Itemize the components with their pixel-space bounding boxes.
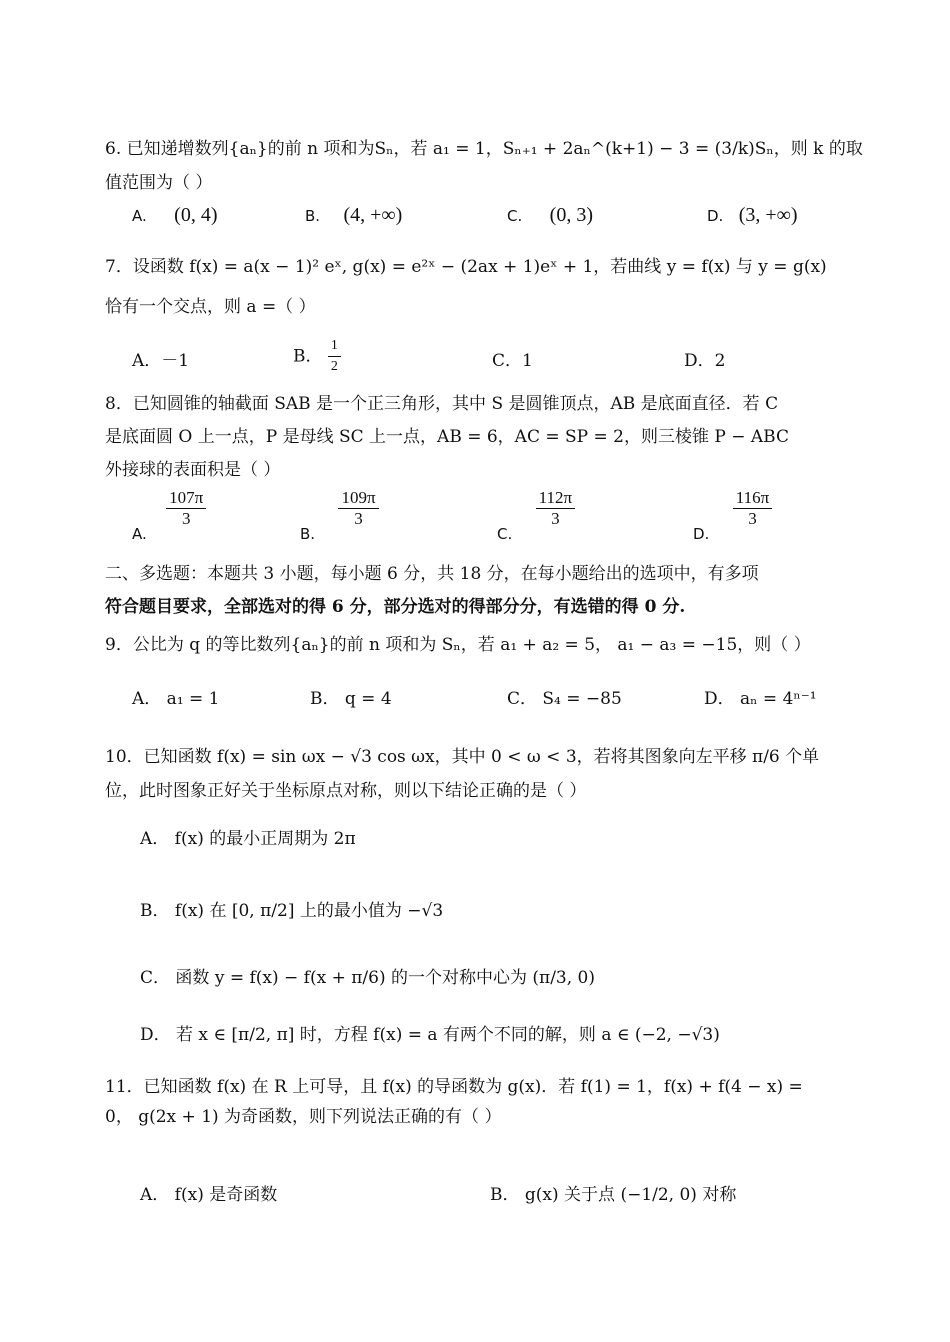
q8-option-b-label: B. xyxy=(300,525,316,543)
q6-option-c-value: (0, 3) xyxy=(549,204,593,226)
q8-option-b xyxy=(300,488,379,545)
q10-option-b: B． f(x) 在 [0, π/2] 上的最小值为 −√3 xyxy=(140,901,444,921)
q8-option-c-denominator: 3 xyxy=(551,509,560,528)
q8-option-a-numerator: 107π xyxy=(166,488,206,509)
q8-option-a-denominator: 3 xyxy=(181,509,191,528)
q8-option-d-numerator: 116π xyxy=(733,488,772,509)
q6-option-d-value: (3, +∞) xyxy=(738,204,798,226)
q8-option-d-label: D. xyxy=(693,525,710,543)
q7-option-d: D．2 xyxy=(684,351,726,371)
q6-option-c-label: C. xyxy=(507,207,523,225)
q9-option-b: B． q = 4 xyxy=(310,689,392,709)
q8-option-c-numerator: 112π xyxy=(536,488,575,509)
q6-line2: 值范围为（ ） xyxy=(105,173,213,193)
q8-option-d-fraction xyxy=(733,488,772,529)
q8-line2: 是底面圆 O 上一点，P 是母线 SC 上一点，AB = 6，AC = SP = 2，则三棱锥 P − ABC xyxy=(105,427,789,447)
q7-line1: 7．设函数 f(x) = a(x − 1)² eˣ, g(x) = e²ˣ − (2ax + 1)eˣ + 1，若曲线 y = f(x) 与 y = g(x) xyxy=(105,257,827,277)
q11-line1: 11．已知函数 f(x) 在 R 上可导，且 f(x) 的导函数为 g(x)．若 f(1) = 1，f(x) + f(4 − x) = xyxy=(105,1077,803,1097)
q8-option-d-denominator: 3 xyxy=(748,509,757,528)
q8-option-b-denominator: 3 xyxy=(354,509,363,528)
q9-option-d: D． aₙ = 4ⁿ⁻¹ xyxy=(704,689,817,709)
q7-line2: 恰有一个交点，则 a =（ ） xyxy=(105,297,316,317)
q7-option-b-label: B． xyxy=(293,346,323,367)
q6-option-d-label: D. xyxy=(707,207,724,225)
section2-line2: 符合题目要求，全部选对的得 6 分，部分选对的得部分分，有选错的得 0 分. xyxy=(105,597,686,617)
q6-line1: 6. 已知递增数列{aₙ}的前 n 项和为Sₙ，若 a₁ = 1，Sₙ₊₁ + 2aₙ^(k+1) − 3 = (3/k)Sₙ，则 k 的取 xyxy=(105,139,863,159)
q9-option-a: A． a₁ = 1 xyxy=(132,689,220,709)
q8-line3: 外接球的表面积是（ ） xyxy=(105,460,281,480)
q6-option-a xyxy=(132,204,218,227)
q11-line2: 0， g(2x + 1) 为奇函数，则下列说法正确的有（ ） xyxy=(105,1107,502,1127)
q10-option-a: A． f(x) 的最小正周期为 2π xyxy=(140,829,356,849)
q8-option-b-fraction xyxy=(338,488,378,529)
q10-option-c: C． 函数 y = f(x) − f(x + π/6) 的一个对称中心为 (π/3, 0) xyxy=(140,968,595,988)
q9-option-c: C． S₄ = −85 xyxy=(507,689,622,709)
q8-option-c-fraction xyxy=(536,488,575,529)
q7-option-a: A．－1 xyxy=(132,351,190,371)
q10-line1: 10．已知函数 f(x) = sin ωx − √3 cos ωx，其中 0 < ω < 3，若将其图象向左平移 π/6 个单 xyxy=(105,747,820,767)
section2-line1: 二、多选题：本题共 3 小题，每小题 6 分，共 18 分，在每小题给出的选项中，有多项 xyxy=(105,564,759,584)
q7-option-b-fraction xyxy=(328,336,341,377)
q6-option-c xyxy=(507,204,593,227)
q8-option-a-fraction xyxy=(166,488,206,529)
q11-option-a: A． f(x) 是奇函数 xyxy=(140,1185,278,1205)
q6-option-a-label: A. xyxy=(132,207,147,225)
q8-option-c-label: C. xyxy=(497,525,513,543)
q6-option-b-value: (4, +∞) xyxy=(343,204,403,226)
q7-option-b xyxy=(293,336,341,377)
q7-option-b-denominator: 2 xyxy=(330,359,338,374)
q7-option-b-numerator: 1 xyxy=(328,336,341,357)
q8-option-c xyxy=(497,488,575,545)
q8-option-d xyxy=(693,488,772,545)
q8-line1: 8．已知圆锥的轴截面 SAB 是一个正三角形，其中 S 是圆锥顶点，AB 是底面直径．若 C xyxy=(105,394,779,414)
q10-line2: 位，此时图象正好关于坐标原点对称，则以下结论正确的是（ ） xyxy=(105,781,587,801)
q6-option-b-label: B. xyxy=(305,207,321,225)
q6-option-d xyxy=(707,204,798,227)
q9-line1: 9．公比为 q 的等比数列{aₙ}的前 n 项和为 Sₙ，若 a₁ + a₂ = 5， a₁ − a₃ = −15，则（ ） xyxy=(105,635,811,655)
q11-option-b: B． g(x) 关于点 (−1/2, 0) 对称 xyxy=(490,1185,737,1205)
q6-option-a-value: (0, 4) xyxy=(174,204,218,226)
q8-option-b-numerator: 109π xyxy=(338,488,378,509)
q7-option-c: C．1 xyxy=(492,351,533,371)
q8-option-a-label: A. xyxy=(132,525,147,543)
q10-option-d: D． 若 x ∈ [π/2, π] 时，方程 f(x) = a 有两个不同的解，则 a ∈ (−2, −√3) xyxy=(140,1025,720,1045)
q8-option-a xyxy=(132,488,206,545)
q6-option-b xyxy=(305,204,402,227)
